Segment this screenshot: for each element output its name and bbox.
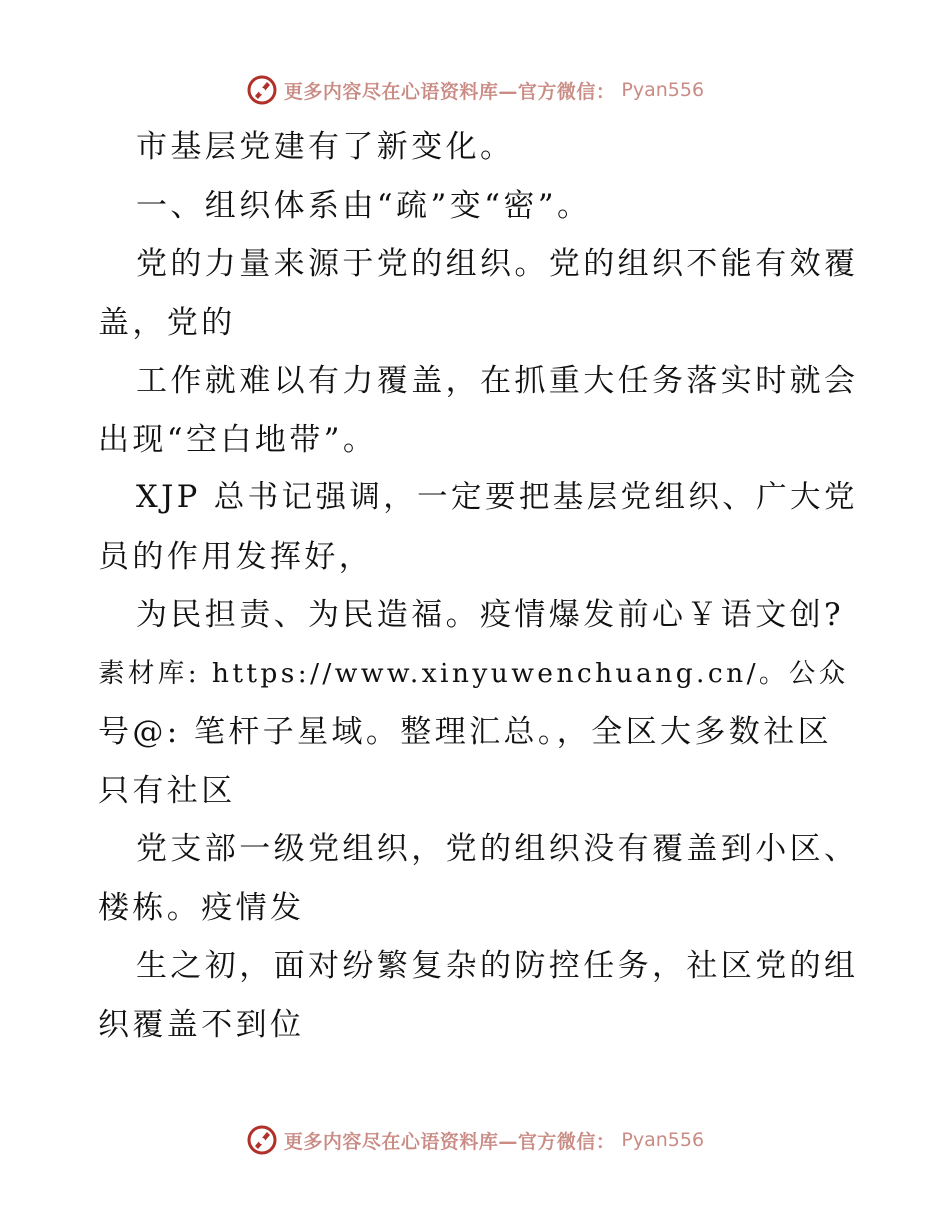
watermark-text: 更多内容尽在心语资料库—官方微信： [283,1130,616,1153]
text-line: 只有社区 [98,772,236,809]
text-line: 党支部一级党组织，党的组织没有覆盖到小区、 [136,831,859,867]
text-line: 生之初，面对纷繁复杂的防控任务，社区党的组 [136,948,859,984]
text-line: 为民担责、为民造福。疫情爆发前心￥语文创? [136,597,845,633]
red-circle-pen-logo-icon [246,74,278,106]
text-line: 织覆盖不到位 [98,1006,305,1043]
text-line: 号@: 笔杆子星域。整理汇总。，全区大多数社区 [98,714,832,750]
text-line: 盖，党的 [98,304,236,341]
footer-watermark [0,1120,950,1160]
text-line: 出现“空白地带”。 [98,421,378,458]
watermark-text: 更多内容尽在心语资料库—官方微信： [283,80,616,103]
text-line: 党的力量来源于党的组织。党的组织不能有效覆 [136,246,859,282]
red-circle-pen-logo-icon [246,1124,278,1156]
text-line: 一、组织体系由“疏”变“密”。 [136,187,592,224]
text-line: 员的作用发挥好， [98,538,374,575]
watermark-wechat-id: Pyan556 [621,79,705,101]
header-watermark [0,70,950,110]
text-line: 市基层党建有了新变化。 [136,129,515,165]
text-line: XJP 总书记强调，一定要把基层党组织、广大党 [136,480,858,515]
text-line: 素材库: https://www.xinyuwenchuang.cn/。公众 [98,657,849,689]
text-line: 楼栋。疫情发 [98,889,305,926]
text-line: 工作就难以有力覆盖，在抓重大任务落实时就会 [136,363,859,399]
document-body [98,118,858,1054]
watermark-wechat-id: Pyan556 [621,1129,705,1151]
